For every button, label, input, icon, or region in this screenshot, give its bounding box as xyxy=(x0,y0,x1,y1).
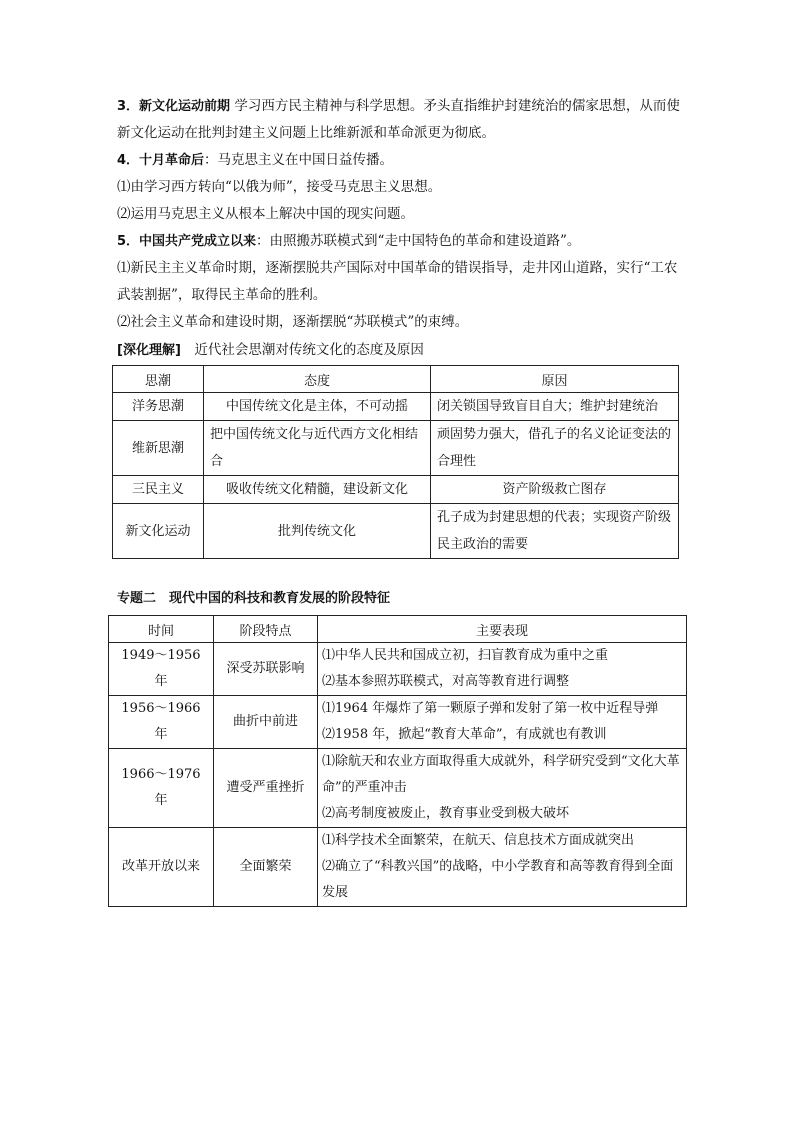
table-header-row xyxy=(113,366,679,393)
thought-table xyxy=(112,365,679,559)
table-row xyxy=(109,696,687,749)
header-attitude: 态度 xyxy=(204,366,431,393)
page-content xyxy=(117,93,687,907)
table-row xyxy=(109,828,687,907)
paragraph-4 xyxy=(117,147,687,174)
cell-thought: 新文化运动 xyxy=(113,504,204,559)
table-row xyxy=(113,476,679,504)
performance-item: ⑴科学技术全面繁荣，在航天、信息技术方面成就突出 xyxy=(322,833,635,848)
paragraph-5-label: 5．中国共产党成立以来 xyxy=(117,234,257,249)
paragraph-3-label: 3．新文化运动前期 xyxy=(117,99,231,114)
performance-item: ⑵基本参照苏联模式，对高等教育进行调整 xyxy=(322,674,570,689)
cell-thought: 三民主义 xyxy=(113,476,204,504)
header-feature: 阶段特点 xyxy=(214,616,318,643)
section-two-title: 专题二 现代中国的科技和教育发展的阶段特征 xyxy=(117,591,391,606)
cell-feature: 曲折中前进 xyxy=(214,696,318,749)
paragraph-4-label: 4．十月革命后 xyxy=(117,153,205,168)
cell-thought: 洋务思潮 xyxy=(113,393,204,421)
paragraph-5-text: ：由照搬苏联模式到“走中国特色的革命和建设道路”。 xyxy=(256,233,581,249)
cell-performance xyxy=(318,828,687,907)
cell-performance xyxy=(318,749,687,828)
table1-caption xyxy=(117,338,687,363)
paragraph-5 xyxy=(117,228,687,255)
cell-time: 改革开放以来 xyxy=(109,828,214,907)
cell-performance xyxy=(318,696,687,749)
performance-item: ⑴除航天和农业方面取得重大成就外，科学研究受到“文化大革命”的严重冲击 xyxy=(322,754,680,795)
header-time: 时间 xyxy=(109,616,214,643)
table-row xyxy=(109,749,687,828)
paragraph-5-item-1: ⑴新民主主义革命时期，逐渐摆脱共产国际对中国革命的错误指导，走井冈山道路，实行“工农武装割据”，取得民主革命的胜利。 xyxy=(117,260,678,303)
paragraph-3 xyxy=(117,93,687,147)
performance-item: ⑵1958 年，掀起“教育大革命”，有成就也有教训 xyxy=(322,727,607,742)
paragraph-4-item-1: ⑴由学习西方转向“以俄为师”，接受马克思主义思想。 xyxy=(117,179,442,195)
table-row xyxy=(113,393,679,421)
header-performance: 主要表现 xyxy=(318,616,687,643)
table1-caption-label: [深化理解] xyxy=(117,343,181,358)
performance-item: ⑴中华人民共和国成立初，扫盲教育成为重中之重 xyxy=(322,648,609,663)
paragraph-4-item-2: ⑵运用马克思主义从根本上解决中国的现实问题。 xyxy=(117,206,414,222)
paragraph-5-item-2: ⑵社会主义革命和建设时期，逐渐摆脱“苏联模式”的束缚。 xyxy=(117,314,469,330)
cell-reason: 孔子成为封建思想的代表；实现资产阶级民主政治的需要 xyxy=(431,504,679,559)
paragraph-4-text: ：马克思主义在中国日益传播。 xyxy=(204,152,394,168)
header-thought: 思潮 xyxy=(113,366,204,393)
cell-feature: 全面繁荣 xyxy=(214,828,318,907)
cell-reason: 顽固势力强大，借孔子的名义论证变法的合理性 xyxy=(431,421,679,476)
table1-caption-text: 近代社会思潮对传统文化的态度及原因 xyxy=(194,342,424,358)
cell-thought: 维新思潮 xyxy=(113,421,204,476)
cell-feature: 深受苏联影响 xyxy=(214,643,318,696)
cell-performance xyxy=(318,643,687,696)
cell-feature: 遭受严重挫折 xyxy=(214,749,318,828)
header-reason: 原因 xyxy=(431,366,679,393)
table-row xyxy=(113,504,679,559)
table-row xyxy=(113,421,679,476)
cell-time: 1966～1976 年 xyxy=(109,749,214,828)
performance-item: ⑴1964 年爆炸了第一颗原子弹和发射了第一枚中近程导弹 xyxy=(322,701,659,716)
cell-reason: 资产阶级救亡图存 xyxy=(431,476,679,504)
cell-time: 1949～1956 年 xyxy=(109,643,214,696)
table-header-row xyxy=(109,616,687,643)
cell-attitude: 把中国传统文化与近代西方文化相结合 xyxy=(204,421,431,476)
education-table xyxy=(108,615,687,907)
performance-item: ⑵高考制度被废止，教育事业受到极大破坏 xyxy=(322,806,570,821)
cell-reason: 闭关锁国导致盲目自大；维护封建统治 xyxy=(431,393,679,421)
cell-attitude: 批判传统文化 xyxy=(204,504,431,559)
cell-attitude: 中国传统文化是主体，不可动摇 xyxy=(204,393,431,421)
cell-attitude: 吸收传统文化精髓，建设新文化 xyxy=(204,476,431,504)
table-row xyxy=(109,643,687,696)
performance-item: ⑵确立了“科教兴国”的战略，中小学教育和高等教育得到全面发展 xyxy=(322,859,674,900)
paragraph-3-text: 学习西方民主精神与科学思想。矛头直指维护封建统治的儒家思想，从而使新文化运动在批判封建主义问题上比维新派和革命派更为彻底。 xyxy=(117,98,680,141)
cell-time: 1956～1966 年 xyxy=(109,696,214,749)
